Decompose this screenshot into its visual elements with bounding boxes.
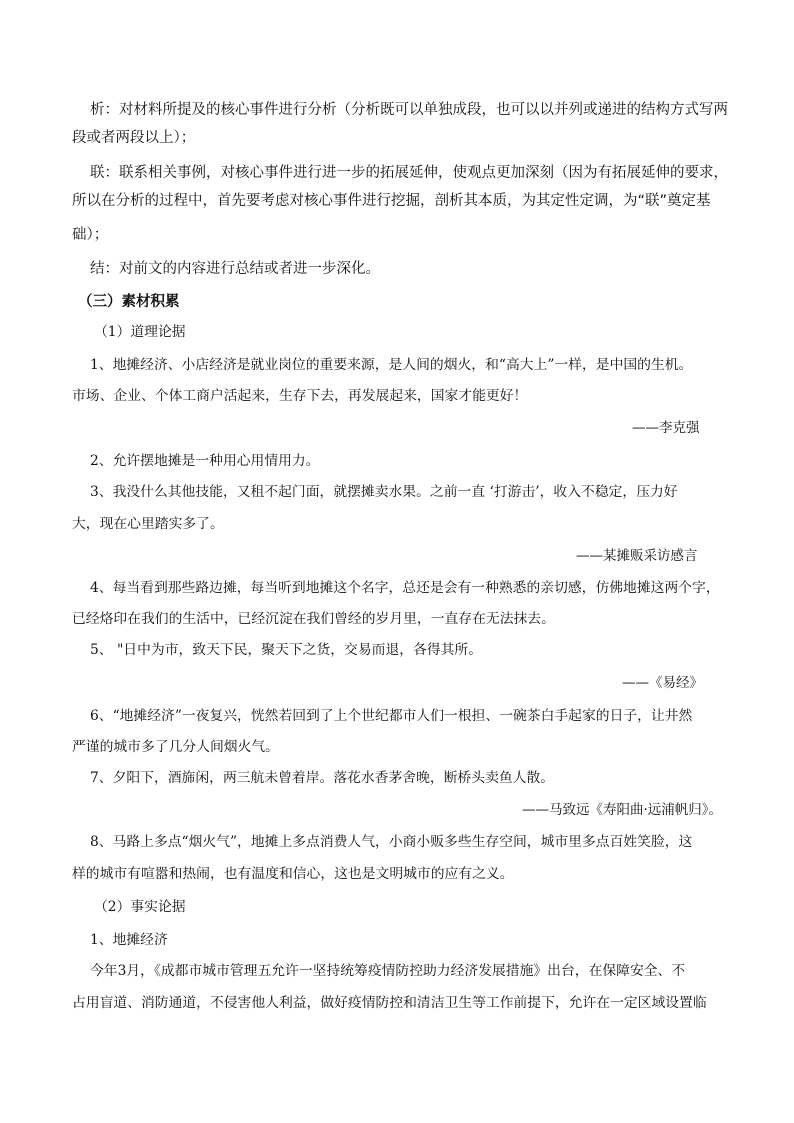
quote-5-source: ——《易经》: [622, 675, 703, 691]
quote-8-line-1: 8、马路上多点“烟火气”，地摊上多点消费人气，小商小贩多些生存空间，城市里多点百姓笑脸，这: [90, 834, 693, 850]
quote-6-line-2: 严谨的城市多了几分人间烟火气。: [72, 739, 279, 755]
quote-2: 2、允许摆地摊是一种用心用情用力。: [90, 453, 320, 469]
quote-4-line-2: 已经烙印在我们的生活中，已经沉淀在我们曾经的岁月里，一直存在无法抹去。: [72, 611, 555, 627]
paragraph-lian-line-1: 联：联系相关事例，对核心事件进行进一步的拓展延伸，使观点更加深刻（因为有拓展延伸的要求，: [90, 165, 728, 181]
paragraph-lian-line-3: 础）；: [72, 227, 109, 243]
paragraph-jie: 结：对前文的内容进行总结或者进一步深化。: [90, 261, 380, 277]
quote-7: 7、夕阳下，酒旆闲，两三航未曾着岸。落花水香茅舍晚，断桥头卖鱼人散。: [90, 770, 555, 786]
quote-3-line-2: 大，现在心里踏实多了。: [72, 516, 224, 532]
paragraph-xi-line-1: 析：对材料所提及的核心事件进行分析（分析既可以单独成段，也可以以并列或递进的结构方式写两: [90, 102, 728, 118]
subheading-fact-evidence: （2）事实论据: [94, 899, 186, 915]
quote-8-line-2: 样的城市有喧嚣和热闹，也有温度和信心，这也是文明城市的应有之义。: [72, 866, 514, 882]
fact-1-title: 1、地摊经济: [90, 932, 168, 948]
paragraph-xi-line-2: 段或者两段以上）；: [72, 130, 196, 146]
fact-1-line-1: 今年3月，《成都市城市管理五允许一坚持统筹疫情防控助力经济发展措施》出台，在保障安全、不: [90, 963, 686, 979]
quote-1-source: ——李克强: [632, 420, 700, 436]
subheading-reasoning-evidence: （1）道理论据: [94, 324, 186, 340]
quote-7-source: ——马致远《寿阳曲·远浦帆归》。: [522, 802, 723, 818]
quote-3-line-1: 3、我没什么其他技能，又租不起门面，就摆摊卖水果。之前一直 ‘打游击’，收入不稳定，压力好: [90, 484, 678, 500]
quote-6-line-1: 6、“地摊经济”一夜复兴，恍然若回到了上个世纪都市人们一根担、一碗茶白手起家的日子，让井然: [90, 708, 693, 724]
quote-5: 5、 "日中为市，致天下民，聚天下之货，交易而退，各得其所。: [90, 642, 483, 658]
fact-1-line-2: 占用盲道、消防通道，不侵害他人利益，做好疫情防控和清洁卫生等工作前提下，允许在一定区域设置临: [72, 995, 707, 1011]
quote-4-line-1: 4、每当看到那些路边摊，每当听到地摊这个名字，总还是会有一种熟悉的亲切感，仿佛地摊这两个字，: [90, 580, 720, 596]
paragraph-lian-line-2: 所以在分析的过程中，首先要考虑对核心事件进行挖掘，剖析其本质，为其定性定调，为“联”奠定基: [72, 193, 711, 209]
quote-3-source: ——某摊贩采访感言: [576, 548, 698, 564]
quote-1-line-1: 1、地摊经济、小店经济是就业岗位的重要来源，是人间的烟火，和“高大上”一样，是中国的生机。: [90, 357, 693, 373]
section-heading-material: （三）素材积累: [78, 294, 180, 310]
quote-1-line-2: 市场、企业、个体工商户活起来，生存下去，再发展起来，国家才能更好！: [72, 388, 528, 404]
